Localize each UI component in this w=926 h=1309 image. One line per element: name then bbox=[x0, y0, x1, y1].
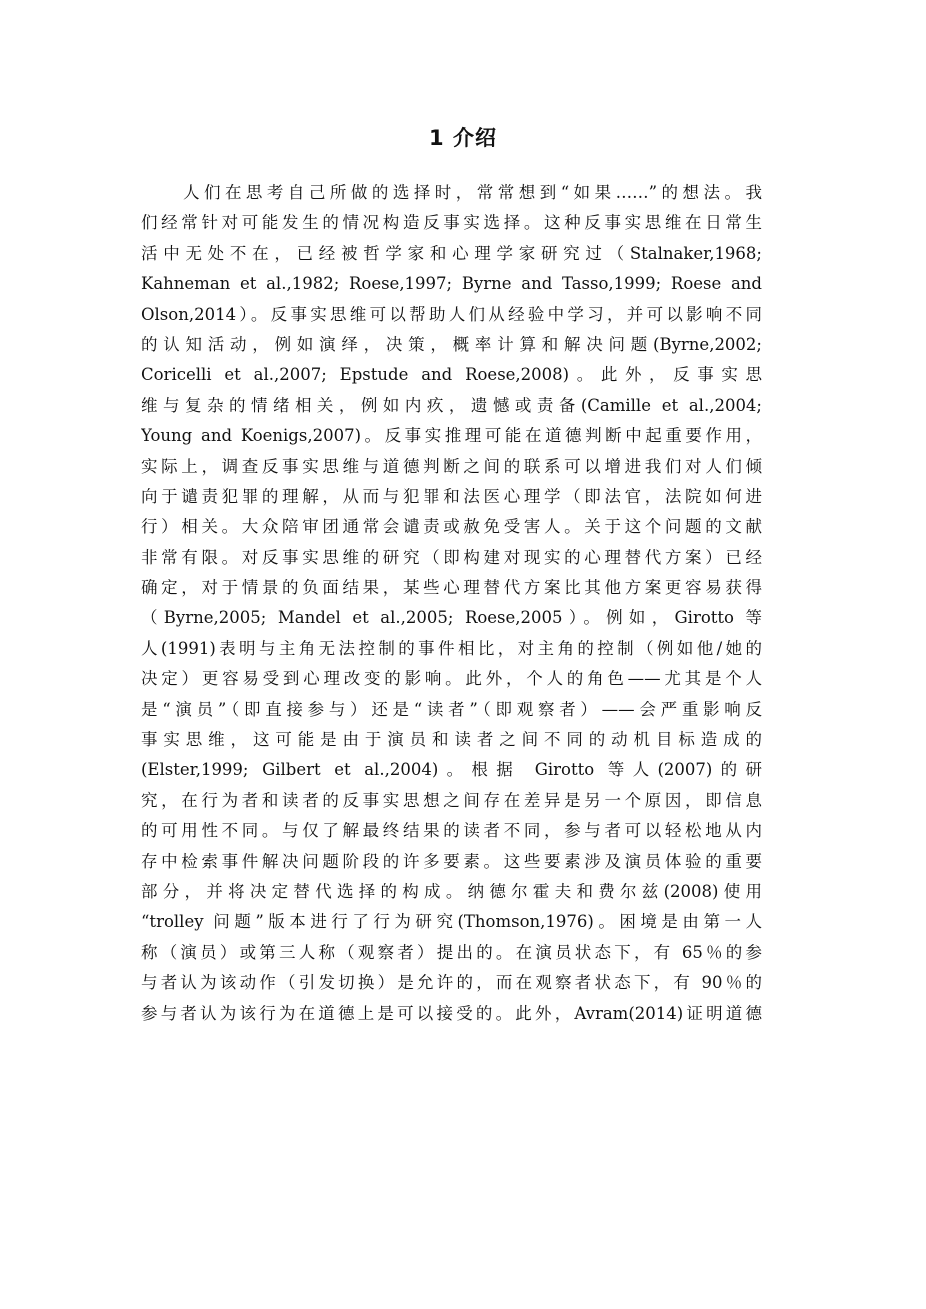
paragraph-line: 活中无处不在，已经被哲学家和心理学家研究过（Stalnaker,1968; bbox=[141, 243, 762, 263]
paragraph-line: 究，在行为者和读者的反事实思想之间存在差异是另一个原因，即信息 bbox=[141, 790, 762, 810]
paragraph-line: 人们在思考自己所做的选择时，常常想到“如果……”的想法。我 bbox=[141, 183, 762, 202]
paragraph-line: 行）相关。大众陪审团通常会谴责或赦免受害人。关于这个问题的文献 bbox=[141, 517, 762, 537]
paragraph-line: Kahneman et al.,1982; Roese,1997; Byrne and Tasso,1999; Roese and bbox=[141, 274, 762, 294]
paragraph-line: “trolley 问题”版本进行了行为研究(Thomson,1976)。困境是由第一人 bbox=[141, 912, 762, 932]
paragraph-line: 的可用性不同。与仅了解最终结果的读者不同，参与者可以轻松地从内 bbox=[141, 821, 762, 841]
paragraph-line: Olson,2014）。反事实思维可以帮助人们从经验中学习，并可以影响不同 bbox=[141, 304, 762, 324]
paragraph-line: 部分，并将决定替代选择的构成。纳德尔霍夫和费尔兹(2008)使用 bbox=[141, 881, 762, 901]
paragraph-line: 实际上，调查反事实思维与道德判断之间的联系可以增进我们对人们倾 bbox=[141, 456, 762, 476]
paragraph-line: 维与复杂的情绪相关，例如内疚，遗憾或责备(Camille et al.,2004; bbox=[141, 395, 762, 415]
paragraph-line: 存中检索事件解决问题阶段的许多要素。这些要素涉及演员体验的重要 bbox=[141, 851, 762, 871]
paragraph-line: 非常有限。对反事实思维的研究（即构建对现实的心理替代方案）已经 bbox=[141, 547, 762, 567]
section-heading: 1 介绍 bbox=[429, 126, 497, 150]
paragraph-line: 事实思维，这可能是由于演员和读者之间不同的动机目标造成的 bbox=[141, 730, 762, 750]
paragraph-line: 确定，对于情景的负面结果，某些心理替代方案比其他方案更容易获得 bbox=[141, 578, 762, 598]
paragraph-line: 称（演员）或第三人称（观察者）提出的。在演员状态下，有 65％的参 bbox=[141, 942, 762, 962]
paragraph-line: 人(1991)表明与主角无法控制的事件相比，对主角的控制（例如他/她的 bbox=[141, 638, 762, 658]
paragraph-line: 是“演员”（即直接参与）还是“读者”（即观察者）——会严重影响反 bbox=[141, 699, 762, 719]
paragraph-line: （Byrne,2005; Mandel et al.,2005; Roese,2005）。例如，Girotto 等 bbox=[141, 608, 762, 628]
paragraph-line: 与者认为该动作（引发切换）是允许的，而在观察者状态下，有 90％的 bbox=[141, 973, 762, 993]
paragraph-line: (Elster,1999; Gilbert et al.,2004)。根据 Girotto 等人(2007)的研 bbox=[141, 760, 762, 780]
paragraph-line: Coricelli et al.,2007; Epstude and Roese,2008)。此外，反事实思 bbox=[141, 365, 762, 385]
paragraph-line: 向于谴责犯罪的理解，从而与犯罪和法医心理学（即法官，法院如何进 bbox=[141, 486, 762, 506]
paragraph-line: 的认知活动，例如演绎，决策，概率计算和解决问题(Byrne,2002; bbox=[141, 334, 762, 354]
body-paragraph bbox=[141, 178, 762, 1029]
paragraph-line: 参与者认为该行为在道德上是可以接受的。此外，Avram(2014)证明道德 bbox=[141, 1003, 762, 1023]
paragraph-line: 决定）更容易受到心理改变的影响。此外，个人的角色——尤其是个人 bbox=[141, 669, 762, 689]
paragraph-line: 们经常针对可能发生的情况构造反事实选择。这种反事实思维在日常生 bbox=[141, 213, 762, 233]
paragraph-line: Young and Koenigs,2007)。反事实推理可能在道德判断中起重要作用， bbox=[141, 426, 762, 446]
